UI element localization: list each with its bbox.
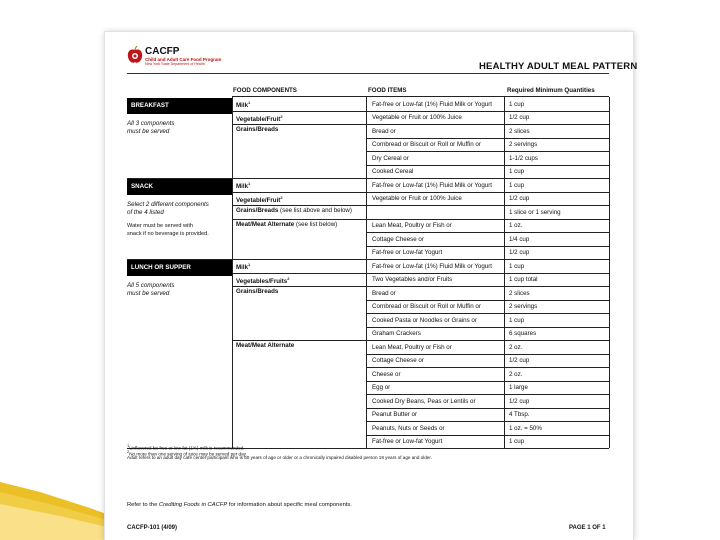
quantity: 2 slices [509, 127, 530, 135]
section-label-snack: SNACK [127, 179, 232, 195]
quantity: 2 servings [509, 303, 538, 310]
col-line-right [609, 178, 610, 259]
quantity: 1 cup [509, 168, 525, 175]
refer-title: Crediting Foods in CACFP [158, 502, 228, 508]
quantity: 1/2 cup [509, 397, 530, 405]
title-rule [127, 73, 609, 74]
component-label: Meat/Meat Alternate [236, 220, 295, 228]
component-label: Vegetable/Fruit [236, 196, 281, 204]
footnote-text: Adult refers to an adult day care center participant who is 60 years of age or older or a chronically impaired disabled person 18 years of age and older. [127, 455, 432, 461]
component-name [236, 274, 289, 287]
component-separator [232, 219, 366, 220]
food-item: Egg or [372, 384, 391, 391]
component-label: Milk [236, 264, 249, 272]
food-item: Cheese or [372, 370, 401, 378]
food-item: Graham Crackers [372, 330, 421, 337]
quantity: 1 large [509, 384, 528, 391]
section-note-snack: Select 2 different components [127, 201, 209, 208]
component-label: Milk [236, 183, 249, 191]
food-item: Fat-free or Low-fat Yogurt [372, 438, 443, 445]
food-item: Lean Meat, Poultry or Fish or [372, 343, 452, 351]
quantity: 1 oz. [509, 222, 523, 229]
footnote [127, 455, 432, 461]
food-item: Peanuts, Nuts or Seeds or [372, 424, 445, 432]
footnote-text: Unflavored fat-free or low-fat (1%) milk is recommended. [129, 445, 245, 451]
header-required-quantities: Required Minimum Quantities [507, 87, 595, 94]
footnote-marker: 2 [127, 449, 130, 455]
header-food-items: FOOD ITEMS [368, 87, 407, 94]
section-note-water: snack if no beverage is provided. [127, 231, 209, 237]
logo-agency: New York State Department of Health [145, 62, 205, 66]
quantity: 4 Tbsp. [509, 411, 530, 418]
footnote-ref: 2 [280, 194, 283, 200]
component-separator [232, 286, 366, 287]
quantity: 2 slices [509, 289, 530, 297]
food-item: Cooked Dry Beans, Peas or Lentils or [372, 397, 476, 405]
component-name [236, 220, 337, 230]
food-item: Fat-free or Low-fat (1%) Fluid Milk or Yogurt [372, 181, 493, 189]
quantity: 1/2 cup [509, 195, 530, 202]
col-line-right [609, 97, 610, 178]
section-note-lunch: All 5 components [127, 282, 175, 289]
component-name [236, 112, 283, 125]
section-note-breakfast: must be served [127, 128, 170, 135]
component-name [236, 179, 250, 192]
apple-icon [127, 46, 143, 64]
quantity: 1 cup [509, 438, 525, 445]
component-label: Grains/Breads [236, 126, 279, 133]
quantity: 1-1/2 cups [509, 154, 538, 162]
component-name [236, 206, 352, 216]
component-separator [232, 205, 366, 206]
section-note-snack: of the 4 listed [127, 209, 164, 216]
component-name [236, 125, 278, 135]
quantity: 1/2 cup [509, 357, 530, 364]
food-item: Fat-free or Low-fat (1%) Fluid Milk or Yogurt [372, 100, 493, 108]
logo-subtitle: Child and Adult Care Food Program [145, 57, 222, 62]
row-separator [366, 286, 609, 287]
quantity: 1/4 cup [509, 235, 530, 243]
row-separator [366, 381, 609, 382]
quantity: 2 oz. [509, 343, 523, 351]
footnote-ref: 1 [248, 181, 251, 186]
quantity: 1 oz. = 50% [509, 424, 542, 432]
component-label: Milk [236, 102, 249, 110]
component-separator [232, 340, 366, 341]
logo-title: CACFP [145, 46, 180, 57]
component-separator [232, 111, 366, 112]
component-name [236, 98, 250, 111]
row-separator [366, 367, 609, 368]
page-number: PAGE 1 OF 1 [569, 525, 606, 531]
food-item: Vegetable or Fruit or 100% Juice [372, 114, 462, 121]
food-item: Cornbread or Biscuit or Roll or Muffin or [372, 141, 481, 148]
food-item: Bread or [372, 289, 396, 297]
quantity: 2 servings [509, 141, 538, 148]
quantity: 1/2 cup [509, 249, 530, 256]
component-label: Grains/Breads [236, 207, 279, 214]
food-item: Cornbread or Biscuit or Roll or Muffin or [372, 303, 481, 310]
footnote-ref: 1 [248, 262, 251, 267]
meal-pattern-document [105, 32, 638, 540]
component-separator [232, 192, 366, 193]
food-item: Dry Cereal or [372, 154, 409, 162]
quantity: 2 oz. [509, 370, 523, 378]
quantity: 1 cup [509, 262, 525, 270]
food-item: Fat-free or Low-fat (1%) Fluid Milk or Yogurt [372, 262, 493, 270]
footnote-ref: 2 [280, 113, 283, 119]
food-item: Cottage Cheese or [372, 235, 424, 243]
header-food-components: FOOD COMPONENTS [233, 87, 297, 94]
component-separator [232, 124, 366, 125]
section-note-breakfast: All 3 components [127, 120, 175, 127]
component-name [236, 287, 278, 297]
footnote-ref: 2 [287, 275, 290, 281]
component-label: Meat/Meat Alternate [236, 342, 295, 349]
food-item: Peanut Butter or [372, 411, 418, 418]
document-title: HEALTHY ADULT MEAL PATTERN [479, 61, 638, 72]
section-label-lunch: LUNCH OR SUPPER [127, 260, 232, 276]
quantity: 1 slice or 1 serving [509, 208, 561, 216]
quantity: 1 cup [509, 181, 525, 189]
quantity: 1/2 cup [509, 114, 530, 121]
component-note: (see list below) [295, 220, 338, 228]
refer-note [127, 502, 352, 508]
food-item: Vegetable or Fruit or 100% Juice [372, 195, 462, 202]
form-number: CACFP-101 (4/09) [127, 525, 178, 531]
refer-before: Refer to the [127, 502, 159, 508]
refer-after: for information about specific meal components. [227, 502, 352, 508]
food-item: Two Vegetables and/or Fruits [372, 276, 453, 283]
food-item: Cooked Pasta or Noodles or Grains or [372, 316, 477, 324]
quantity: 1 cup total [509, 276, 538, 283]
component-separator [232, 273, 366, 274]
footnote-marker: 1 [127, 443, 130, 448]
footnote-ref: 1 [248, 100, 251, 105]
col-line-components [232, 259, 233, 448]
component-label: Vegetable/Fruit [236, 115, 281, 123]
component-name [236, 260, 250, 273]
food-item: Lean Meat, Poultry or Fish or [372, 222, 452, 229]
food-item: Bread or [372, 127, 396, 135]
section-label-breakfast: BREAKFAST [127, 98, 232, 114]
component-name [236, 341, 294, 351]
section-note-water: Water must be served with [127, 223, 194, 229]
col-line-right [609, 259, 610, 448]
row-separator [366, 205, 609, 206]
component-label: Vegetables/Fruits [236, 277, 288, 285]
food-item: Fat-free or Low-fat Yogurt [372, 249, 443, 256]
col-line-components [232, 97, 233, 178]
quantity: 6 squares [509, 330, 537, 337]
row-separator [366, 124, 609, 125]
component-note: (see list above and below) [280, 207, 352, 214]
component-name [236, 193, 283, 206]
food-item: Cooked Cereal [372, 168, 414, 175]
quantity: 1 cup [509, 316, 525, 324]
component-label: Grains/Breads [236, 288, 279, 295]
section-note-lunch: must be served [127, 290, 170, 297]
footnote-text: No more than one serving of juice may be served per day. [129, 451, 247, 457]
food-item: Cottage Cheese or [372, 357, 424, 364]
quantity: 1 cup [509, 100, 525, 108]
